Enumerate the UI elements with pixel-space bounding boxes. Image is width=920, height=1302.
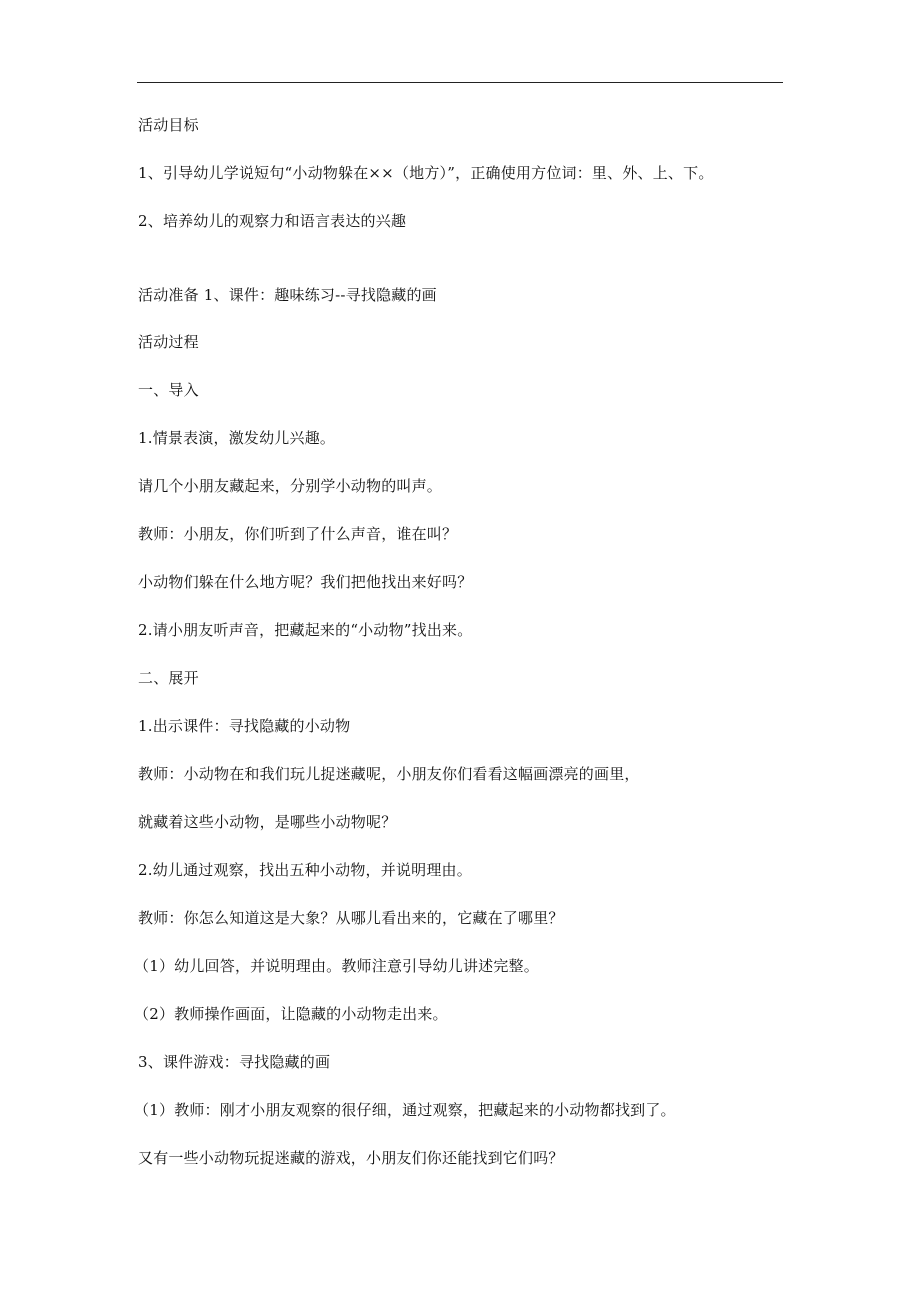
text-line: （1）幼儿回答，并说明理由。教师注意引导幼儿讲述完整。 [134, 957, 539, 975]
text-line: 教师：小动物在和我们玩儿捉迷藏呢，小朋友你们看看这幅画漂亮的画里， [138, 765, 640, 783]
text-line: 2.幼儿通过观察，找出五种小动物，并说明理由。 [138, 861, 472, 879]
text-line: 1.出示课件：寻找隐藏的小动物 [138, 717, 351, 735]
text-line: （1）教师：刚才小朋友观察的很仔细，通过观察，把藏起来的小动物都找到了。 [134, 1101, 676, 1119]
subsection-intro: 一、导入 [138, 381, 199, 399]
goal-item-1: 1、引导幼儿学说短句“小动物躲在××（地方）”，正确使用方位词：里、外、上、下。 [138, 164, 714, 182]
text-line: 请几个小朋友藏起来，分别学小动物的叫声。 [138, 477, 443, 495]
section-heading-goals: 活动目标 [138, 116, 199, 134]
text-line: 3、课件游戏：寻找隐藏的画 [138, 1053, 331, 1071]
header-rule [137, 82, 783, 83]
text-line: 教师：小朋友，你们听到了什么声音，谁在叫？ [138, 525, 458, 543]
section-heading-preparation: 活动准备 1、课件：趣味练习--寻找隐藏的画 [138, 286, 437, 304]
text-line: 1.情景表演，激发幼儿兴趣。 [138, 429, 336, 447]
text-line: 2.请小朋友听声音，把藏起来的“小动物”找出来。 [138, 621, 473, 639]
subsection-expand: 二、展开 [138, 669, 199, 687]
text-line: 就藏着这些小动物，是哪些小动物呢？ [138, 813, 397, 831]
section-heading-process: 活动过程 [138, 333, 199, 351]
text-line: 又有一些小动物玩捉迷藏的游戏，小朋友们你还能找到它们吗？ [138, 1149, 564, 1167]
text-line: 教师：你怎么知道这是大象？从哪儿看出来的，它藏在了哪里？ [138, 909, 564, 927]
text-line: （2）教师操作画面，让隐藏的小动物走出来。 [134, 1005, 448, 1023]
goal-item-2: 2、培养幼儿的观察力和语言表达的兴趣 [138, 212, 407, 230]
text-line: 小动物们躲在什么地方呢？我们把他找出来好吗？ [138, 573, 473, 591]
